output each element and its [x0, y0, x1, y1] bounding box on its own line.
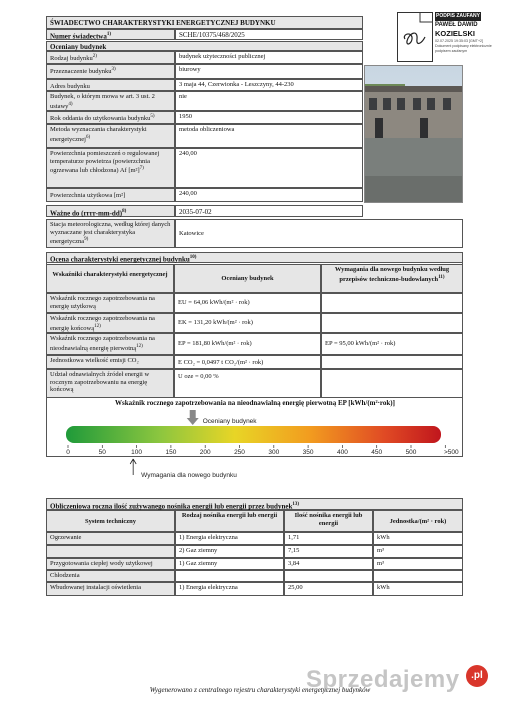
ep-scale-tick-label: 300: [268, 449, 280, 456]
ep-scale-ticks: [66, 445, 459, 456]
signature-timestamp: 02.07.2025 19:35:03 [GMT+2]: [435, 39, 484, 43]
certificate-title: ŚWIADECTWO CHARAKTERYSTYKI ENERGETYCZNEJ BUDYNKU: [50, 19, 276, 27]
carriers-col-system: System techniczny: [46, 510, 175, 532]
building-row-label: Powierzchnia użytkowa [m²]: [46, 188, 175, 202]
valid-until-label: Ważne do (rrrr-mm-dd): [50, 209, 123, 218]
energy-row-label: Wskaźnik rocznego zapotrzebowania na energię końcową$^{12)}$: [46, 313, 174, 333]
carrier-amount-cell: 3,84: [284, 558, 373, 570]
carriers-section-title: Obliczeniowa roczna ilość zużywanego nośnika energii lub energii przez budynek: [50, 502, 293, 511]
building-row-value: biurowy: [175, 64, 363, 79]
signer-last-name: KOZIELSKI: [435, 29, 476, 38]
building-row-value: 3 maja 44, Czerwionka - Leszczyny, 44-230: [175, 79, 363, 91]
requirement-label: Wymagania dla nowego budynku: [141, 472, 237, 479]
ep-scale: [46, 408, 463, 457]
carrier-carrier-cell: 1) Energia elektryczna: [175, 582, 284, 596]
building-section-title: Oceniany budynek: [50, 43, 107, 51]
carrier-system-cell: Chłodzenia: [46, 570, 175, 582]
energy-row-label: Wskaźnik rocznego zapotrzebowania na energię użytkową: [46, 293, 174, 313]
carrier-system-cell: Ogrzewanie: [46, 532, 175, 545]
requirement-marker: [46, 457, 463, 487]
building-photo: [364, 65, 463, 203]
footer-note: Wygenerowano z centralnego rejestru charakterystyki energetycznej budynków: [149, 686, 371, 694]
trusted-signature-badge: PODPIS ZAUFANY: [436, 13, 480, 19]
carrier-carrier-cell: 2) Gaz ziemny: [175, 545, 284, 558]
signature-note-1: Dokument podpisany elektronicznie: [435, 44, 492, 48]
signer-first-name: PAWEŁ DAWID: [435, 22, 478, 28]
energy-row-value: E CO₂ = 0,0497 t CO₂/(m² · rok): [174, 355, 321, 369]
energy-section-title: Ocena charakterystyki energetycznej budynku: [50, 255, 190, 264]
signature-note-2: podpisem zaufanym: [435, 49, 468, 53]
building-row-label: Metoda wyznaczania charakterystyki energetycznej$^{6)}$: [46, 124, 175, 148]
energy-row-value: EP = 181,80 kWh/(m² · rok): [174, 333, 321, 355]
building-row-value: metoda obliczeniowa: [175, 124, 363, 148]
carrier-unit-cell: kWh: [373, 582, 463, 596]
valid-until-value: 2035-07-02: [179, 208, 212, 216]
carrier-unit-cell: m³: [373, 558, 463, 570]
requirement-arrow: [130, 459, 136, 475]
building-row-value: nie: [175, 91, 363, 111]
building-row-value: 1950: [175, 111, 363, 124]
building-row-label: Rodzaj budynku$^{2)}$: [46, 51, 175, 64]
carrier-carrier-cell: 1) Gaz ziemny: [175, 558, 284, 570]
meteo-label: Stacja meteorologiczna, według której danych wyznaczane jest charakterystyka energetyczna$^{9)}$: [46, 219, 175, 248]
cert-number-sup: 1): [106, 32, 112, 37]
ep-scale-tick-label: 500: [405, 449, 417, 456]
ep-scale-tick-label: >500: [443, 449, 459, 456]
energy-row-requirement: [321, 313, 463, 333]
ep-scale-title: Wskaźnik rocznego zapotrzebowania na nieodnawialną energię pierwotną EP [kWh/(m²·rok)]: [115, 399, 395, 407]
carriers-col-amount: Ilość nośnika energii lub energii: [284, 510, 373, 532]
ep-scale-tick-label: 400: [336, 449, 348, 456]
carrier-unit-cell: [373, 570, 463, 582]
carrier-amount-cell: 1,71: [284, 532, 373, 545]
energy-row-requirement: [321, 355, 463, 369]
carrier-amount-cell: [284, 570, 373, 582]
valid-until-value-box: [175, 205, 363, 217]
ep-scale-tick-label: 200: [199, 449, 211, 456]
energy-row-requirement: EP = 95,00 kWh/(m² · rok): [321, 333, 463, 355]
carrier-system-cell: Wbudowanej instalacji oświetlenia: [46, 582, 175, 596]
watermark-logo: Sprzedajemy: [306, 666, 460, 693]
ep-scale-tick-label: 150: [165, 449, 177, 456]
building-row-value: 240,00: [175, 188, 363, 202]
energy-col-requirements: Wymagania dla nowego budynku według przepisów techniczno-budowlanych$^{11)}$: [321, 264, 463, 293]
carrier-amount-cell: 25,00: [284, 582, 373, 596]
carrier-unit-cell: m³: [373, 545, 463, 558]
ep-scale-bar: [66, 426, 441, 443]
certificate-title-box: [46, 16, 363, 29]
valid-until-label-box: Ważne do (rrrr-mm-dd)$^{8)}$: [46, 205, 175, 217]
energy-row-value: U oze = 0,00 %: [174, 369, 321, 398]
energy-row-label: Jednostkowa wielkość emisji CO₂: [46, 355, 174, 369]
cert-number-label-box: [46, 29, 175, 40]
carrier-system-cell: [46, 545, 175, 558]
carriers-col-unit: Jednostka/(m² · rok): [373, 510, 463, 532]
building-row-value: 240,00: [175, 148, 363, 188]
carrier-amount-cell: 7,15: [284, 545, 373, 558]
energy-row-value: EU = 64,06 kWh/(m² · rok): [174, 293, 321, 313]
energy-section-header: Ocena charakterystyki energetycznej budynku$^{10)}$: [46, 252, 463, 263]
energy-row-value: EK = 131,20 kWh/(m² · rok): [174, 313, 321, 333]
assessed-building-label: Oceniany budynek: [202, 418, 257, 425]
energy-row-label: Wskaźnik rocznego zapotrzebowania na nieodnawialną energię pierwotną$^{12)}$: [46, 333, 174, 355]
assessed-building-marker: [187, 410, 199, 425]
carriers-col-carrier: Rodzaj nośnika energii lub energii: [175, 510, 284, 532]
carriers-section-header: Obliczeniowa roczna ilość zużywanego nośnika energii lub energii przez budynek$^{13)}$: [46, 498, 463, 510]
building-row-label: Przeznaczenie budynku$^{3)}$: [46, 64, 175, 79]
building-row-label: Budynek, o którym mowa w art. 3 ust. 2 ustawy$^{4)}$: [46, 91, 175, 111]
building-row-label: Rok oddania do użytkowania budynku$^{5)}$: [46, 111, 175, 124]
building-row-label: Adres budynku: [46, 79, 175, 91]
building-section-header: [46, 41, 363, 51]
cert-number-value-box: [175, 29, 363, 40]
energy-row-label: Udział odnawialnych źródeł energii w rocznym zapotrzebowaniu na energię końcową: [46, 369, 174, 398]
building-row-label: Powierzchnia pomieszczeń o regulowanej temperaturze powietrza (powierzchnia ogrzewana lub chłodzona) Af $[m^2]^{7)}$: [46, 148, 175, 188]
carrier-carrier-cell: [175, 570, 284, 582]
ep-scale-tick-label: 50: [98, 449, 106, 456]
building-row-value: budynek użyteczności publicznej: [175, 51, 363, 64]
ep-scale-tick-label: 100: [131, 449, 143, 456]
ep-scale-tick-label: 250: [234, 449, 245, 456]
meteo-value: Katowice: [175, 219, 463, 248]
ep-scale-tick-label: 0: [66, 449, 70, 456]
ep-scale-tick-label: 350: [302, 449, 314, 456]
carrier-carrier-cell: 1) Energia elektryczna: [175, 532, 284, 545]
cert-number-label: Numer świadectwa: [50, 32, 107, 41]
carrier-system-cell: Przygotowania ciepłej wody użytkowej: [46, 558, 175, 570]
carrier-unit-cell: kWh: [373, 532, 463, 545]
energy-col-assessed: Oceniany budynek: [174, 264, 321, 293]
energy-row-requirement: [321, 293, 463, 313]
cert-number-value: SCHE/10375/468/2025: [179, 31, 245, 39]
energy-row-requirement: [321, 369, 463, 398]
ep-scale-tick-label: 450: [371, 449, 383, 456]
energy-col-indicators: Wskaźniki charakterystyki energetycznej: [46, 264, 174, 293]
document-signature-icon: [397, 12, 433, 62]
watermark-badge: .pl: [466, 665, 488, 687]
